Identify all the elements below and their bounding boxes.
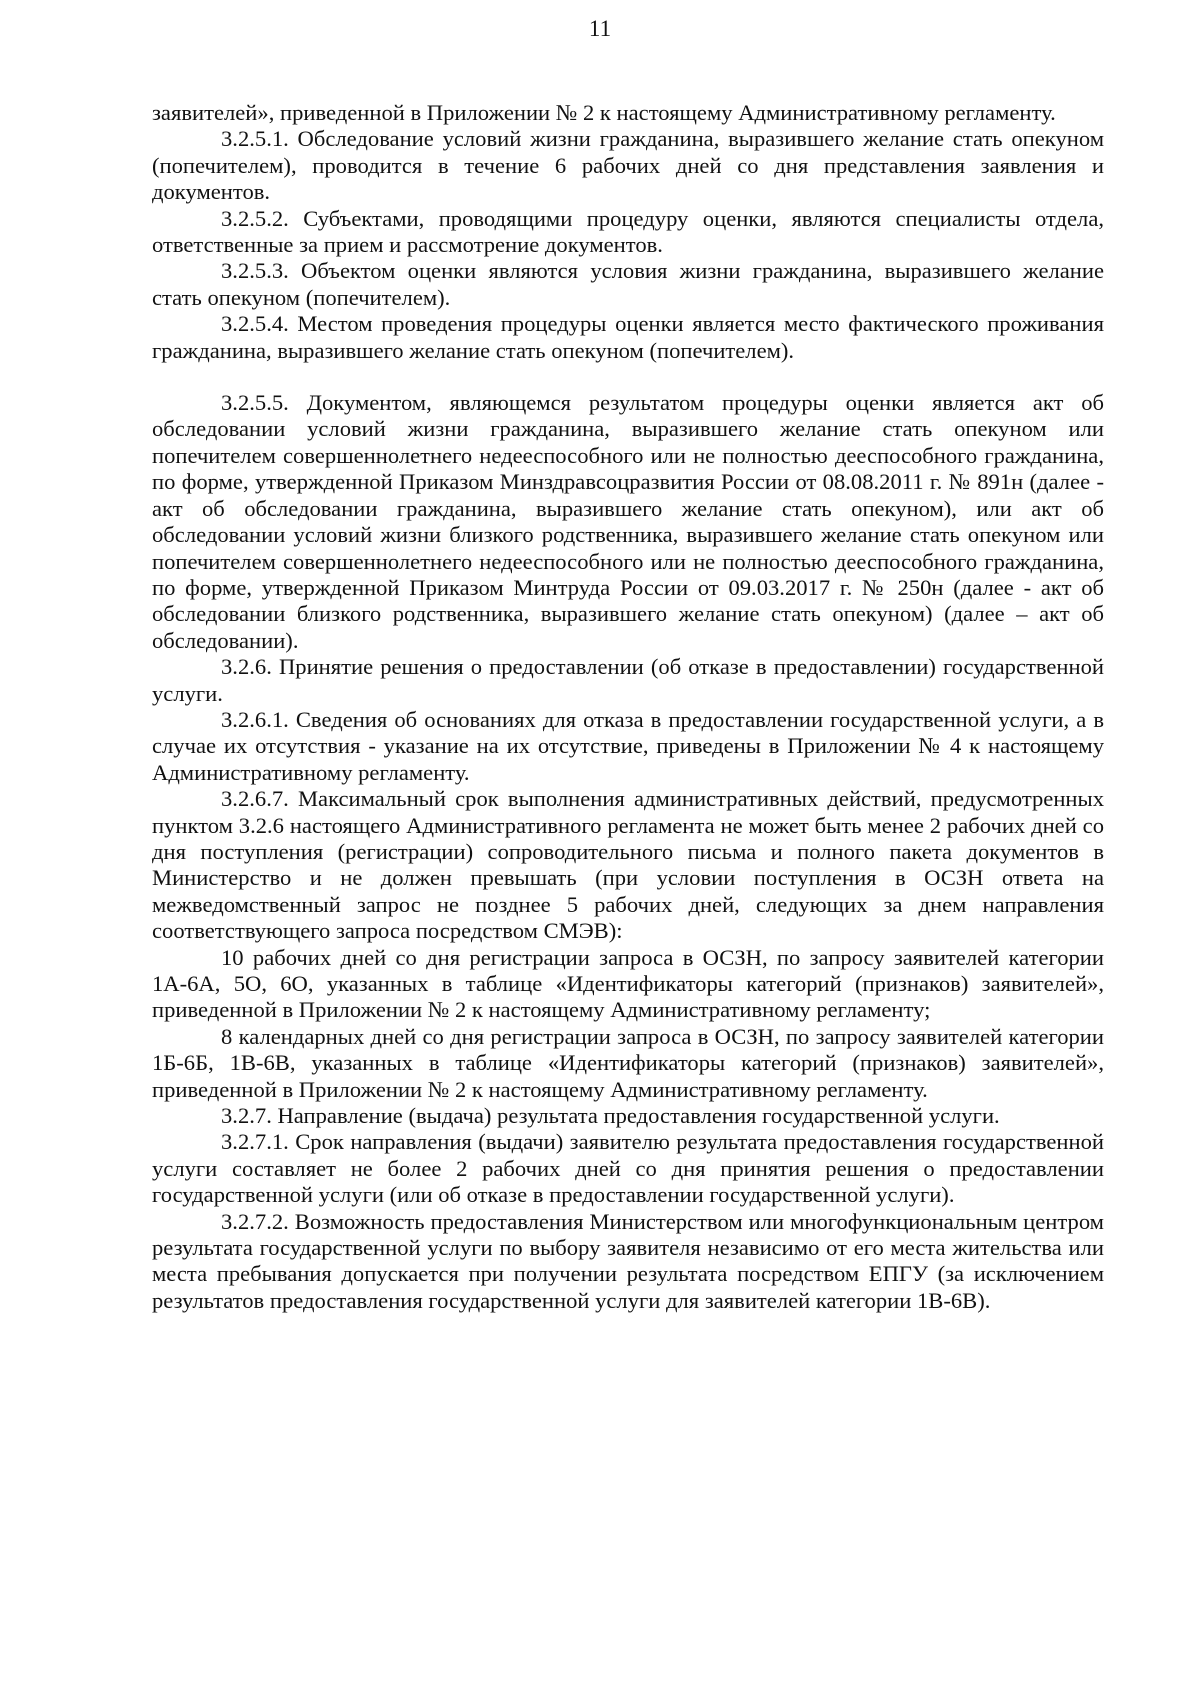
paragraph-3-2-5-3: 3.2.5.3. Объектом оценки являются условия жизни гражданина, выразившего желание стать опекуном (попечителем). bbox=[152, 258, 1104, 310]
paragraph-3-2-6: 3.2.6. Принятие решения о предоставлении (об отказе в предоставлении) государственной услуги. bbox=[152, 654, 1104, 706]
paragraph-3-2-7-1: 3.2.7.1. Срок направления (выдачи) заявителю результата предоставления государственной услуги составляет не более 2 рабочих дней со дня принятия решения о предоставлении государственной услуги (или об отказе в предоставлении государственной услуги). bbox=[152, 1129, 1104, 1208]
paragraph-3-2-7: 3.2.7. Направление (выдача) результата предоставления государственной услуги. bbox=[221, 1103, 1000, 1129]
document-body bbox=[152, 100, 1104, 1314]
paragraph-3-2-7-2: 3.2.7.2. Возможность предоставления Министерством или многофункциональным центром результата государственной услуги по выбору заявителя независимо от его места жительства или места пребывания допускается при получении результата посредством ЕПГУ (за исключением результатов предоставления государственной услуги для заявителей категории 1В-6В). bbox=[152, 1208, 1104, 1313]
paragraph-3-2-6-7: 3.2.6.7. Максимальный срок выполнения административных действий, предусмотренных пунктом 3.2.6 настоящего Административного регламента не может быть менее 2 рабочих дней со дня поступления (регистрации) сопроводительного письма и полного пакета документов в Министерство и не должен превышать (при условии поступления в ОСЗН ответа на межведомственный запрос не позднее 5 рабочих дней, следующих за днем направления соответствующего запроса посредством СМЭВ): bbox=[152, 786, 1104, 944]
paragraph-3-2-5-1: 3.2.5.1. Обследование условий жизни гражданина, выразившего желание стать опекуном (попечителем), проводится в течение 6 рабочих дней со дня представления заявления и документов. bbox=[152, 126, 1104, 205]
paragraph-3-2-5-5: 3.2.5.5. Документом, являющемся результатом процедуры оценки является акт об обследовании условий жизни гражданина, выразившего желание стать опекуном или попечителем совершеннолетнего недееспособного или не полностью дееспособного гражданина, по форме, утвержденной Приказом Минздравсоцразвития России от 08.08.2011 г. № 891н (далее - акт об обследовании гражданина, выразившего желание стать опекуном), или акт об обследовании условий жизни близкого родственника, выразившего желание стать опекуном или попечителем совершеннолетнего недееспособного или не полностью дееспособного гражданина, по форме, утвержденной Приказом Минтруда России от 09.03.2017 г. № 250н (далее - акт об обследовании близкого родственника, выразившего желание стать опекуном) (далее – акт об обследовании). bbox=[152, 390, 1104, 653]
paragraph-8-calendar-days: 8 календарных дней со дня регистрации запроса в ОСЗН, по запросу заявителей категории 1Б-6Б, 1В-6В, указанных в таблице «Идентификаторы категорий (признаков) заявителей», приведенной в Приложении № 2 к настоящему Административному регламенту. bbox=[152, 1023, 1104, 1102]
paragraph-3-2-6-1: 3.2.6.1. Сведения об основаниях для отказа в предоставлении государственной услуги, а в случае их отсутствия - указание на их отсутствие, приведены в Приложении № 4 к настоящему Административному регламенту. bbox=[152, 706, 1104, 785]
page-number: 11 bbox=[588, 16, 612, 41]
paragraph-10-working-days: 10 рабочих дней со дня регистрации запроса в ОСЗН, по запросу заявителей категории 1А-6А, 5О, 6О, указанных в таблице «Идентификаторы категорий (признаков) заявителей», приведенной в Приложении № 2 к настоящему Административному регламенту; bbox=[152, 944, 1104, 1023]
paragraph-3-2-5-2: 3.2.5.2. Субъектами, проводящими процедуру оценки, являются специалисты отдела, ответственные за прием и рассмотрение документов. bbox=[152, 205, 1104, 258]
paragraph-continuation: заявителей», приведенной в Приложении № 2 к настоящему Административному регламенту. bbox=[152, 100, 1056, 125]
paragraph-3-2-5-4: 3.2.5.4. Местом проведения процедуры оценки является место фактического проживания гражданина, выразившего желание стать опекуном (попечителем). bbox=[152, 311, 1104, 363]
